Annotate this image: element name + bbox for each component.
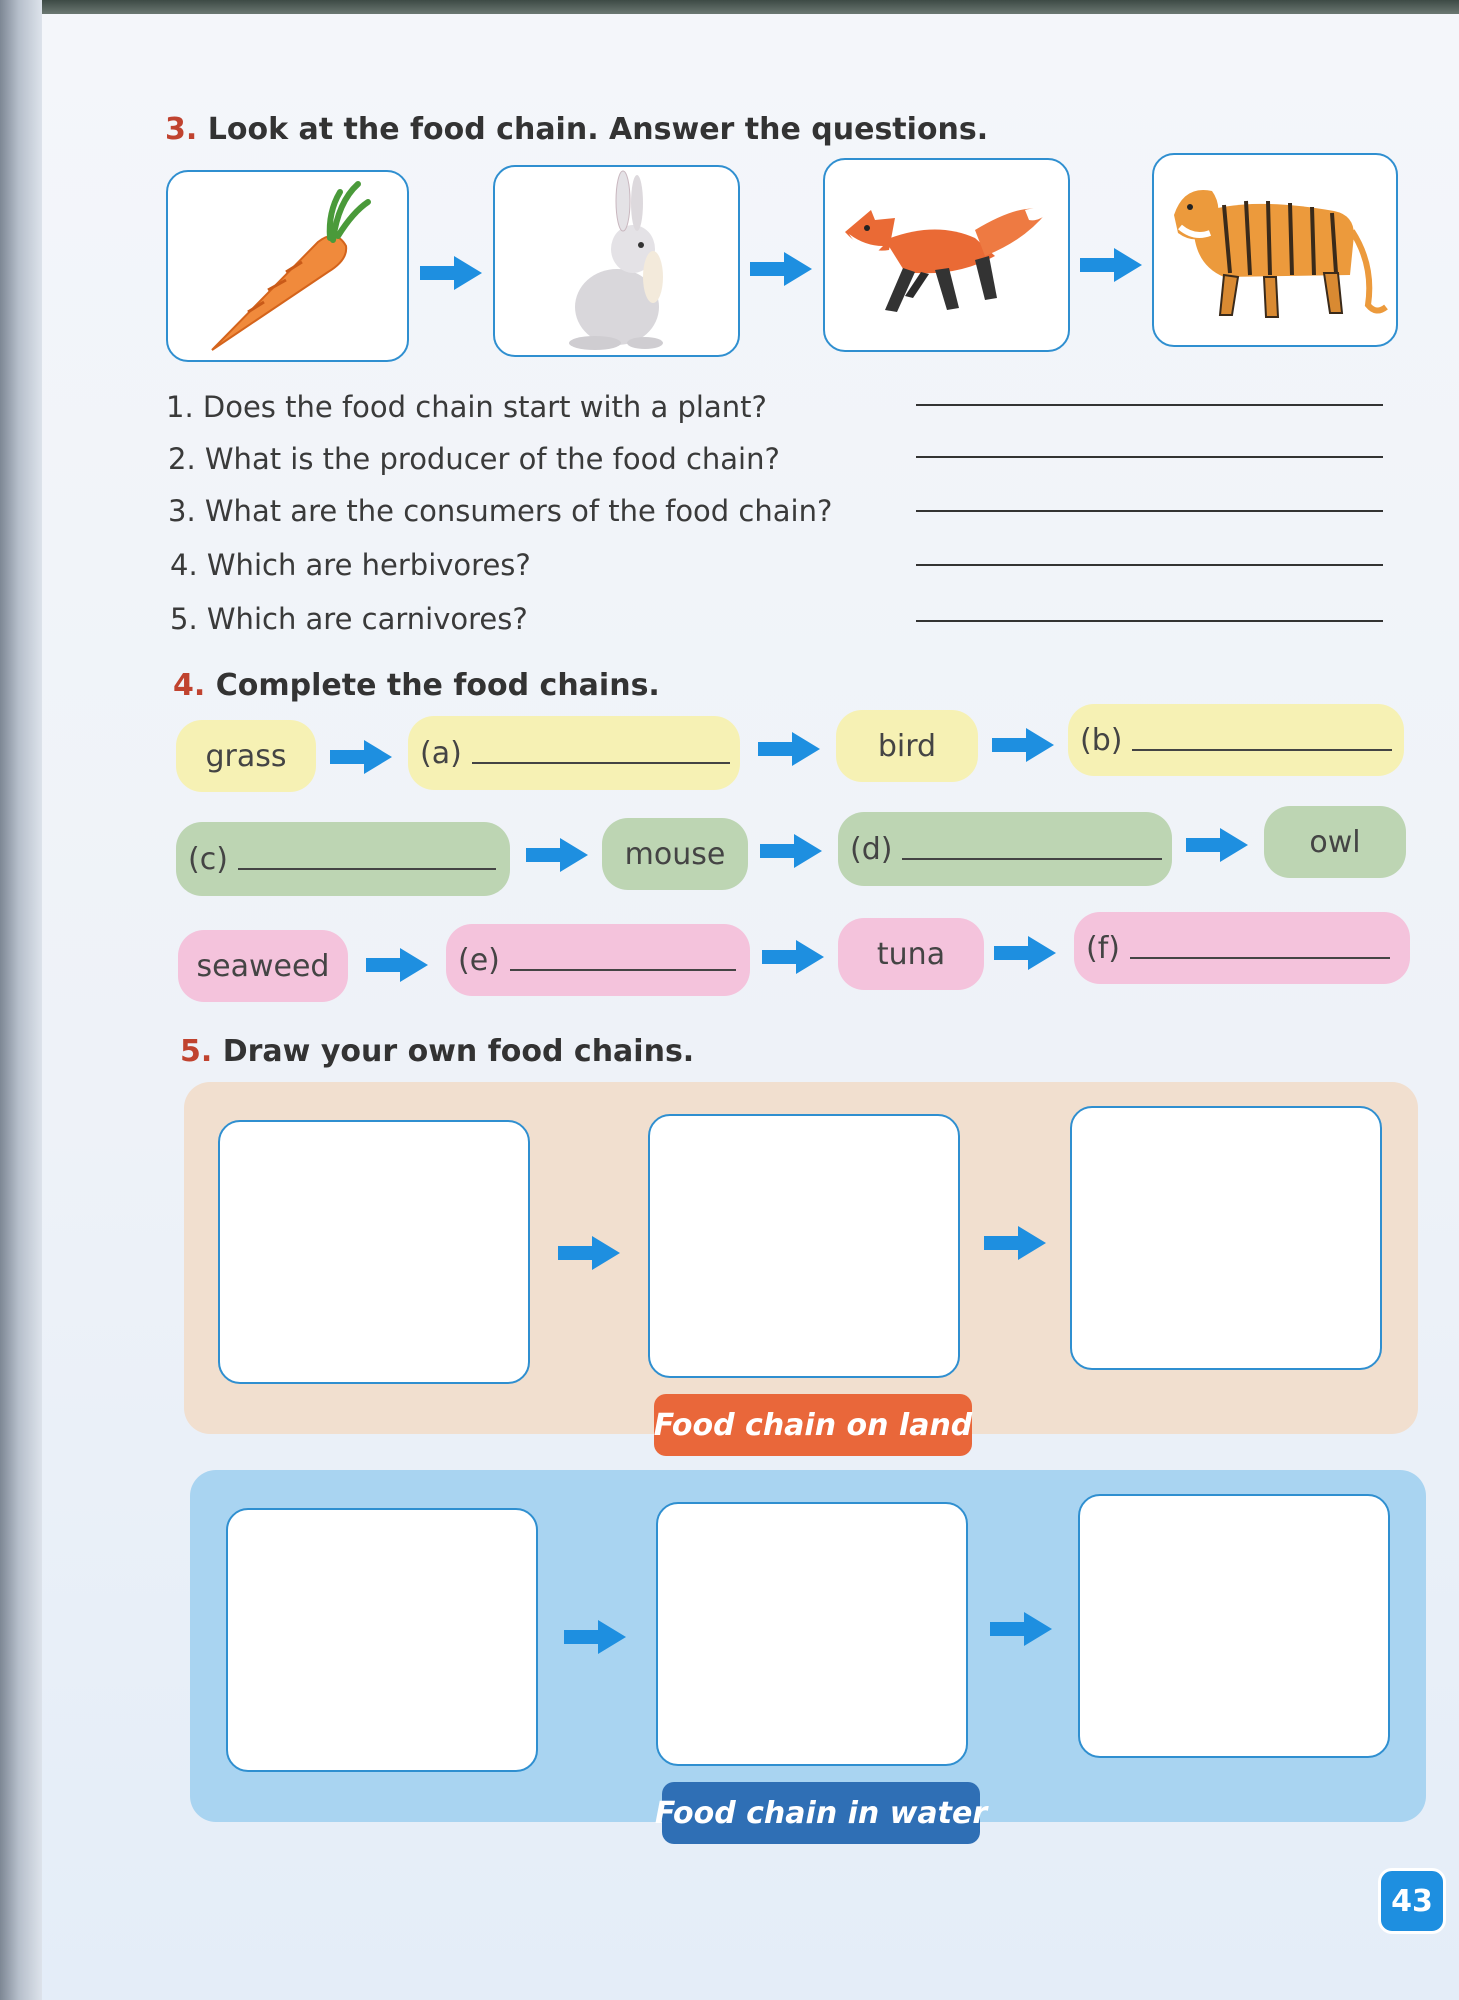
chain-item-seaweed: seaweed	[178, 930, 348, 1002]
blank-c-line[interactable]	[238, 868, 496, 870]
chain-card-carrot	[166, 170, 409, 362]
exercise-3-heading	[165, 112, 988, 147]
blank-a-line[interactable]	[472, 762, 730, 764]
chain-arrow-3-icon	[1080, 248, 1142, 282]
exercise-4-heading	[173, 668, 660, 703]
exercise-5-title: Draw your own food chains.	[222, 1034, 695, 1069]
tiger-icon	[1154, 155, 1396, 345]
blank-b-label: (b)	[1080, 722, 1123, 758]
water-draw-box-2[interactable]	[656, 1502, 968, 1766]
blank-c-label: (c)	[188, 841, 228, 877]
blank-d-label: (d)	[850, 831, 893, 867]
exercise-4-title: Complete the food chains.	[215, 668, 660, 703]
row1-arrow-2-icon	[758, 732, 820, 766]
question-3: 3. What are the consumers of the food chain?	[168, 494, 833, 528]
rabbit-icon	[495, 167, 738, 355]
blank-e-label: (e)	[458, 942, 500, 978]
chain-card-rabbit	[493, 165, 740, 357]
water-arrow-2-icon	[990, 1612, 1052, 1646]
exercise-5-heading	[180, 1034, 694, 1069]
row2-arrow-3-icon	[1186, 828, 1248, 862]
land-draw-box-1[interactable]	[218, 1120, 530, 1384]
exercise-4-number: 4.	[173, 668, 206, 703]
chain-arrow-2-icon	[750, 252, 812, 286]
row3-arrow-2-icon	[762, 940, 824, 974]
row2-arrow-1-icon	[526, 838, 588, 872]
chain-item-tuna: tuna	[838, 918, 984, 990]
chain-arrow-1-icon	[420, 256, 482, 290]
land-arrow-2-icon	[984, 1226, 1046, 1260]
chain-blank-a[interactable]	[408, 716, 740, 790]
question-2: 2. What is the producer of the food chain?	[168, 442, 780, 476]
exercise-3-title: Look at the food chain. Answer the questions.	[207, 112, 989, 147]
question-1: 1. Does the food chain start with a plant?	[166, 390, 767, 424]
chain-item-grass: grass	[176, 720, 316, 792]
answer-line-3[interactable]	[916, 510, 1383, 512]
water-arrow-1-icon	[564, 1620, 626, 1654]
chain-blank-d[interactable]	[838, 812, 1172, 886]
land-chain-label: Food chain on land	[654, 1394, 972, 1456]
blank-d-line[interactable]	[902, 858, 1162, 860]
page-number: 43	[1378, 1868, 1446, 1934]
blank-f-label: (f)	[1086, 930, 1120, 966]
answer-line-4[interactable]	[916, 564, 1383, 566]
land-draw-box-3[interactable]	[1070, 1106, 1382, 1370]
row2-arrow-2-icon	[760, 834, 822, 868]
answer-line-5[interactable]	[916, 620, 1383, 622]
land-draw-box-2[interactable]	[648, 1114, 960, 1378]
row3-arrow-1-icon	[366, 948, 428, 982]
fox-icon	[825, 160, 1068, 350]
question-5: 5. Which are carnivores?	[170, 602, 528, 636]
chain-item-owl: owl	[1264, 806, 1406, 878]
row1-arrow-1-icon	[330, 740, 392, 774]
carrot-icon	[168, 172, 407, 360]
chain-blank-c[interactable]	[176, 822, 510, 896]
answer-line-2[interactable]	[916, 456, 1383, 458]
chain-item-mouse: mouse	[602, 818, 748, 890]
chain-blank-e[interactable]	[446, 924, 750, 996]
chain-card-fox	[823, 158, 1070, 352]
row1-arrow-3-icon	[992, 728, 1054, 762]
answer-line-1[interactable]	[916, 404, 1383, 406]
book-spine-shadow	[0, 0, 42, 2000]
water-chain-label: Food chain in water	[662, 1782, 980, 1844]
chain-blank-f[interactable]	[1074, 912, 1410, 984]
blank-b-line[interactable]	[1132, 749, 1392, 751]
chain-item-bird: bird	[836, 710, 978, 782]
chain-card-tiger	[1152, 153, 1398, 347]
land-arrow-1-icon	[558, 1236, 620, 1270]
water-draw-box-3[interactable]	[1078, 1494, 1390, 1758]
page-top-edge	[0, 0, 1459, 14]
exercise-3-number: 3.	[165, 112, 198, 147]
blank-f-line[interactable]	[1130, 957, 1390, 959]
question-4: 4. Which are herbivores?	[170, 548, 531, 582]
blank-a-label: (a)	[420, 735, 462, 771]
blank-e-line[interactable]	[510, 969, 736, 971]
chain-blank-b[interactable]	[1068, 704, 1404, 776]
exercise-5-number: 5.	[180, 1034, 213, 1069]
row3-arrow-3-icon	[994, 936, 1056, 970]
water-draw-box-1[interactable]	[226, 1508, 538, 1772]
